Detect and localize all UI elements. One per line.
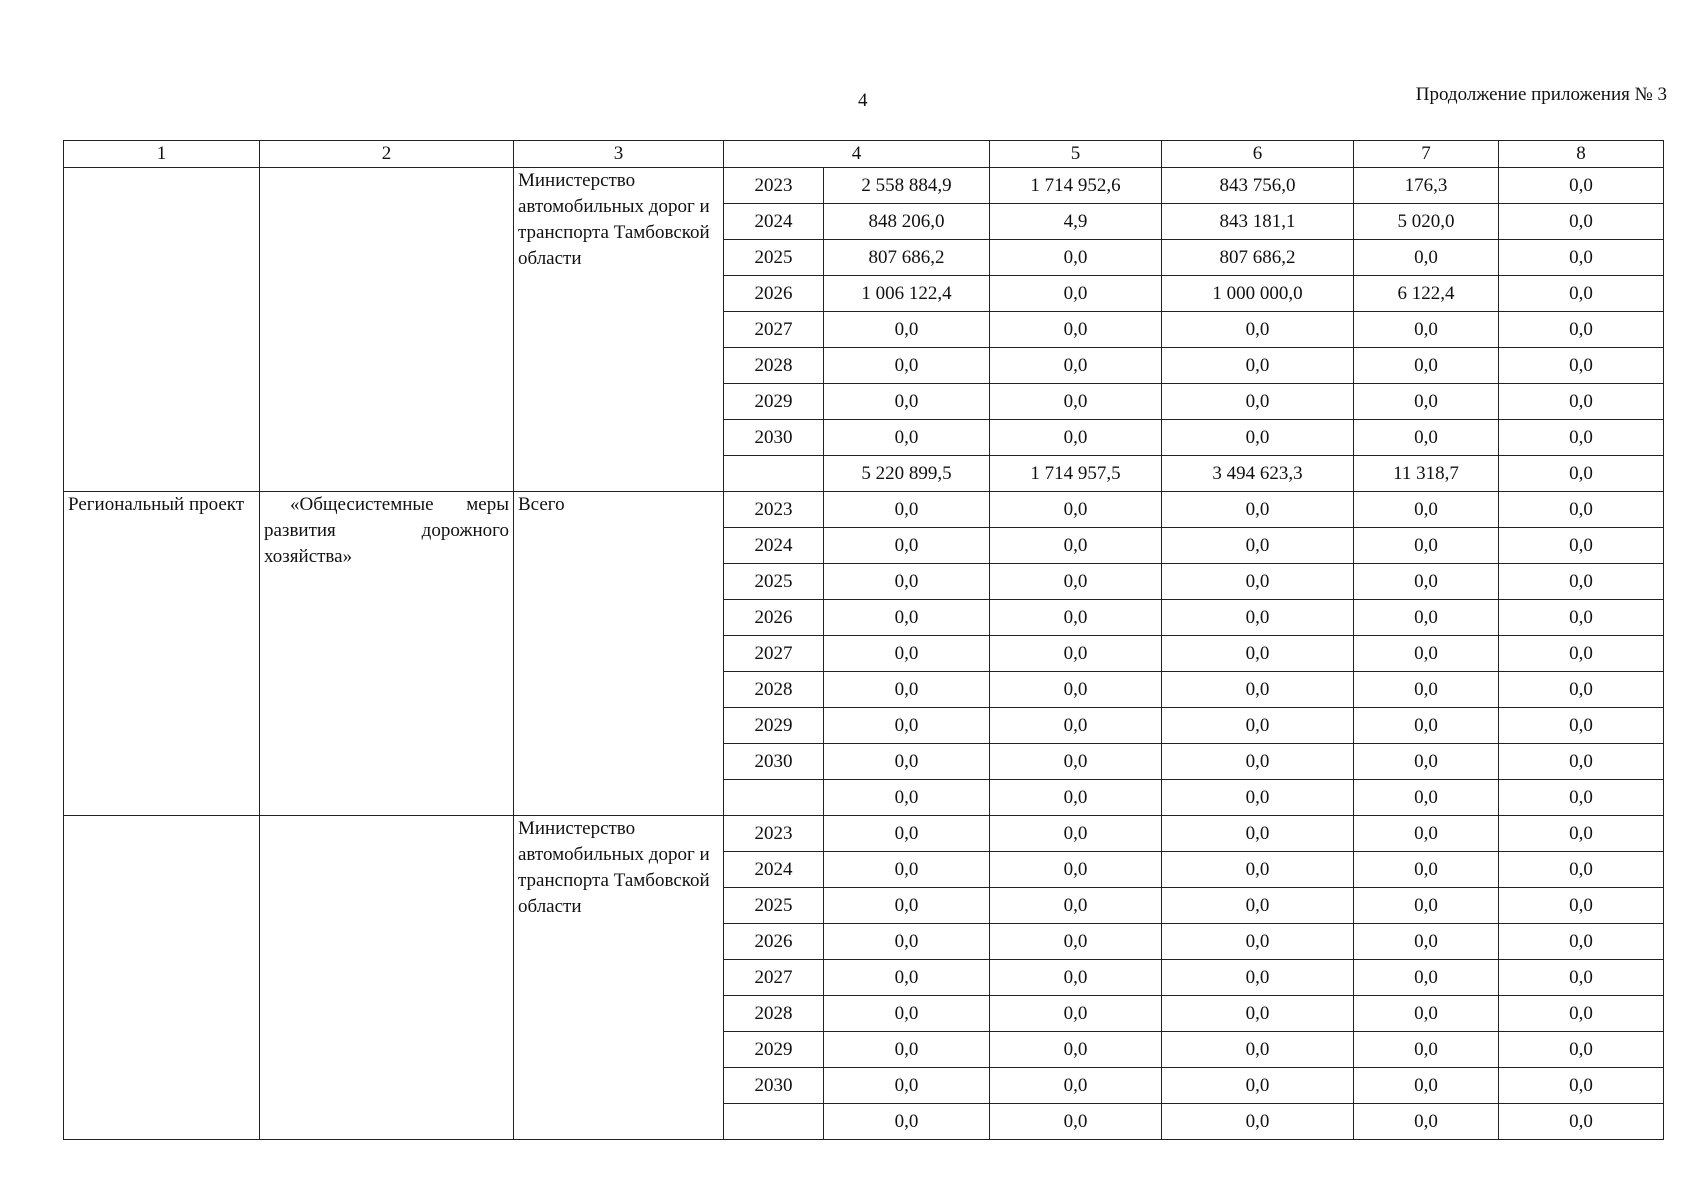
- column-number: 6: [1162, 141, 1354, 168]
- value-cell-v7: 0,0: [1354, 1068, 1499, 1104]
- value-cell-v4: 0,0: [824, 528, 990, 564]
- value-cell-v4: 0,0: [824, 1032, 990, 1068]
- value-cell-v8: 0,0: [1499, 456, 1664, 492]
- value-cell-v8: 0,0: [1499, 780, 1664, 816]
- value-cell-v7: 0,0: [1354, 780, 1499, 816]
- project-name-cell: [260, 816, 514, 1140]
- value-cell-v6: 0,0: [1162, 1068, 1354, 1104]
- year-cell: 2024: [724, 528, 824, 564]
- column-number: 7: [1354, 141, 1499, 168]
- value-cell-v6: 0,0: [1162, 924, 1354, 960]
- value-cell-v6: 0,0: [1162, 996, 1354, 1032]
- value-cell-v8: 0,0: [1499, 312, 1664, 348]
- value-cell-v8: 0,0: [1499, 384, 1664, 420]
- value-cell-v5: 0,0: [990, 312, 1162, 348]
- value-cell-v5: 0,0: [990, 384, 1162, 420]
- value-cell-v8: 0,0: [1499, 168, 1664, 204]
- value-cell-v4: 0,0: [824, 672, 990, 708]
- value-cell-v5: 0,0: [990, 744, 1162, 780]
- value-cell-v7: 0,0: [1354, 564, 1499, 600]
- value-cell-v4: 0,0: [824, 960, 990, 996]
- project-name-cell: [260, 168, 514, 492]
- value-cell-v8: 0,0: [1499, 240, 1664, 276]
- value-cell-v7: 5 020,0: [1354, 204, 1499, 240]
- value-cell-v7: 0,0: [1354, 852, 1499, 888]
- year-cell: 2026: [724, 276, 824, 312]
- value-cell-v6: 0,0: [1162, 420, 1354, 456]
- value-cell-v8: 0,0: [1499, 888, 1664, 924]
- year-cell: 2030: [724, 1068, 824, 1104]
- value-cell-v4: 0,0: [824, 816, 990, 852]
- table-row: [64, 168, 1664, 204]
- value-cell-v4: 0,0: [824, 600, 990, 636]
- value-cell-v4: 0,0: [824, 852, 990, 888]
- value-cell-v5: 0,0: [990, 708, 1162, 744]
- value-cell-v6: 0,0: [1162, 888, 1354, 924]
- column-number-row: [64, 141, 1664, 168]
- column-number: 4: [724, 141, 990, 168]
- value-cell-v4: 0,0: [824, 744, 990, 780]
- event-type-cell: [64, 816, 260, 1140]
- value-cell-v4: 0,0: [824, 924, 990, 960]
- value-cell-v7: 0,0: [1354, 528, 1499, 564]
- value-cell-v6: 843 756,0: [1162, 168, 1354, 204]
- value-cell-v4: 807 686,2: [824, 240, 990, 276]
- year-cell: 2025: [724, 240, 824, 276]
- value-cell-v8: 0,0: [1499, 960, 1664, 996]
- executor-cell: Министерство автомобильных дорог и транспорта Тамбовской области: [514, 816, 724, 1140]
- value-cell-v6: 0,0: [1162, 348, 1354, 384]
- value-cell-v4: 1 006 122,4: [824, 276, 990, 312]
- value-cell-v7: 11 318,7: [1354, 456, 1499, 492]
- executor-cell: Всего: [514, 492, 724, 816]
- value-cell-v7: 0,0: [1354, 600, 1499, 636]
- year-cell: [724, 456, 824, 492]
- year-cell: 2029: [724, 708, 824, 744]
- value-cell-v4: 0,0: [824, 888, 990, 924]
- value-cell-v5: 0,0: [990, 960, 1162, 996]
- value-cell-v6: 0,0: [1162, 708, 1354, 744]
- event-type-cell: [64, 168, 260, 492]
- value-cell-v5: 0,0: [990, 600, 1162, 636]
- table-row: [64, 816, 1664, 852]
- value-cell-v5: 0,0: [990, 672, 1162, 708]
- value-cell-v6: 807 686,2: [1162, 240, 1354, 276]
- value-cell-v4: 0,0: [824, 384, 990, 420]
- value-cell-v7: 0,0: [1354, 636, 1499, 672]
- column-number: 1: [64, 141, 260, 168]
- year-cell: 2027: [724, 636, 824, 672]
- column-number: 5: [990, 141, 1162, 168]
- year-cell: 2029: [724, 1032, 824, 1068]
- value-cell-v6: 0,0: [1162, 816, 1354, 852]
- value-cell-v5: 0,0: [990, 780, 1162, 816]
- event-type-cell: Региональный проект: [64, 492, 260, 816]
- year-cell: 2026: [724, 924, 824, 960]
- value-cell-v5: 0,0: [990, 492, 1162, 528]
- value-cell-v5: 0,0: [990, 852, 1162, 888]
- year-cell: 2028: [724, 672, 824, 708]
- value-cell-v8: 0,0: [1499, 816, 1664, 852]
- value-cell-v6: 843 181,1: [1162, 204, 1354, 240]
- value-cell-v8: 0,0: [1499, 204, 1664, 240]
- year-cell: 2024: [724, 204, 824, 240]
- year-cell: [724, 780, 824, 816]
- value-cell-v8: 0,0: [1499, 564, 1664, 600]
- value-cell-v6: 0,0: [1162, 744, 1354, 780]
- value-cell-v4: 848 206,0: [824, 204, 990, 240]
- value-cell-v7: 0,0: [1354, 492, 1499, 528]
- value-cell-v7: 0,0: [1354, 1032, 1499, 1068]
- value-cell-v7: 176,3: [1354, 168, 1499, 204]
- page-number: 4: [858, 90, 868, 111]
- value-cell-v5: 4,9: [990, 204, 1162, 240]
- value-cell-v7: 0,0: [1354, 924, 1499, 960]
- value-cell-v7: 0,0: [1354, 672, 1499, 708]
- value-cell-v4: 0,0: [824, 1068, 990, 1104]
- value-cell-v5: 1 714 952,6: [990, 168, 1162, 204]
- value-cell-v5: 0,0: [990, 924, 1162, 960]
- value-cell-v6: 0,0: [1162, 492, 1354, 528]
- value-cell-v4: 0,0: [824, 312, 990, 348]
- value-cell-v6: 0,0: [1162, 636, 1354, 672]
- value-cell-v8: 0,0: [1499, 996, 1664, 1032]
- year-cell: 2024: [724, 852, 824, 888]
- project-name-cell: «Общесистемные меры развития дорожного хозяйства»: [260, 492, 514, 816]
- value-cell-v7: 0,0: [1354, 744, 1499, 780]
- value-cell-v4: 0,0: [824, 996, 990, 1032]
- value-cell-v7: 6 122,4: [1354, 276, 1499, 312]
- value-cell-v7: 0,0: [1354, 816, 1499, 852]
- year-cell: 2029: [724, 384, 824, 420]
- value-cell-v4: 0,0: [824, 348, 990, 384]
- value-cell-v4: 0,0: [824, 780, 990, 816]
- value-cell-v6: 0,0: [1162, 1032, 1354, 1068]
- value-cell-v8: 0,0: [1499, 420, 1664, 456]
- value-cell-v5: 0,0: [990, 1068, 1162, 1104]
- value-cell-v5: 0,0: [990, 636, 1162, 672]
- value-cell-v6: 3 494 623,3: [1162, 456, 1354, 492]
- value-cell-v7: 0,0: [1354, 996, 1499, 1032]
- value-cell-v4: 0,0: [824, 1104, 990, 1140]
- value-cell-v6: 0,0: [1162, 960, 1354, 996]
- value-cell-v8: 0,0: [1499, 1068, 1664, 1104]
- value-cell-v4: 0,0: [824, 492, 990, 528]
- value-cell-v5: 0,0: [990, 564, 1162, 600]
- value-cell-v6: 0,0: [1162, 384, 1354, 420]
- value-cell-v6: 0,0: [1162, 672, 1354, 708]
- value-cell-v5: 0,0: [990, 1104, 1162, 1140]
- year-cell: 2027: [724, 312, 824, 348]
- year-cell: 2025: [724, 888, 824, 924]
- value-cell-v8: 0,0: [1499, 672, 1664, 708]
- value-cell-v8: 0,0: [1499, 600, 1664, 636]
- year-cell: 2028: [724, 996, 824, 1032]
- year-cell: 2023: [724, 168, 824, 204]
- column-number: 8: [1499, 141, 1664, 168]
- year-cell: [724, 1104, 824, 1140]
- column-number: 3: [514, 141, 724, 168]
- value-cell-v5: 0,0: [990, 420, 1162, 456]
- value-cell-v7: 0,0: [1354, 312, 1499, 348]
- value-cell-v5: 0,0: [990, 816, 1162, 852]
- value-cell-v8: 0,0: [1499, 1032, 1664, 1068]
- value-cell-v6: 1 000 000,0: [1162, 276, 1354, 312]
- value-cell-v7: 0,0: [1354, 384, 1499, 420]
- value-cell-v7: 0,0: [1354, 1104, 1499, 1140]
- funding-table: [63, 140, 1664, 1140]
- value-cell-v4: 2 558 884,9: [824, 168, 990, 204]
- year-cell: 2030: [724, 420, 824, 456]
- value-cell-v6: 0,0: [1162, 852, 1354, 888]
- value-cell-v5: 0,0: [990, 996, 1162, 1032]
- value-cell-v6: 0,0: [1162, 528, 1354, 564]
- value-cell-v4: 0,0: [824, 564, 990, 600]
- value-cell-v8: 0,0: [1499, 528, 1664, 564]
- value-cell-v8: 0,0: [1499, 492, 1664, 528]
- value-cell-v8: 0,0: [1499, 276, 1664, 312]
- year-cell: 2023: [724, 492, 824, 528]
- value-cell-v8: 0,0: [1499, 852, 1664, 888]
- year-cell: 2026: [724, 600, 824, 636]
- value-cell-v7: 0,0: [1354, 420, 1499, 456]
- year-cell: 2025: [724, 564, 824, 600]
- value-cell-v7: 0,0: [1354, 348, 1499, 384]
- value-cell-v5: 0,0: [990, 348, 1162, 384]
- value-cell-v7: 0,0: [1354, 960, 1499, 996]
- value-cell-v6: 0,0: [1162, 564, 1354, 600]
- year-cell: 2027: [724, 960, 824, 996]
- value-cell-v7: 0,0: [1354, 240, 1499, 276]
- value-cell-v4: 0,0: [824, 420, 990, 456]
- value-cell-v5: 0,0: [990, 528, 1162, 564]
- table-row: [64, 492, 1664, 528]
- value-cell-v5: 0,0: [990, 1032, 1162, 1068]
- value-cell-v4: 0,0: [824, 636, 990, 672]
- value-cell-v8: 0,0: [1499, 744, 1664, 780]
- value-cell-v5: 0,0: [990, 240, 1162, 276]
- value-cell-v8: 0,0: [1499, 636, 1664, 672]
- executor-cell: Министерство автомобильных дорог и транспорта Тамбовской области: [514, 168, 724, 492]
- value-cell-v5: 0,0: [990, 888, 1162, 924]
- value-cell-v6: 0,0: [1162, 312, 1354, 348]
- value-cell-v5: 1 714 957,5: [990, 456, 1162, 492]
- value-cell-v6: 0,0: [1162, 600, 1354, 636]
- year-cell: 2023: [724, 816, 824, 852]
- table-body: [64, 168, 1664, 1140]
- value-cell-v4: 5 220 899,5: [824, 456, 990, 492]
- value-cell-v7: 0,0: [1354, 888, 1499, 924]
- column-number: 2: [260, 141, 514, 168]
- year-cell: 2028: [724, 348, 824, 384]
- value-cell-v8: 0,0: [1499, 924, 1664, 960]
- continuation-note: Продолжение приложения № 3: [1415, 84, 1667, 105]
- value-cell-v4: 0,0: [824, 708, 990, 744]
- value-cell-v8: 0,0: [1499, 708, 1664, 744]
- year-cell: 2030: [724, 744, 824, 780]
- value-cell-v6: 0,0: [1162, 1104, 1354, 1140]
- value-cell-v8: 0,0: [1499, 1104, 1664, 1140]
- value-cell-v8: 0,0: [1499, 348, 1664, 384]
- value-cell-v6: 0,0: [1162, 780, 1354, 816]
- value-cell-v7: 0,0: [1354, 708, 1499, 744]
- value-cell-v5: 0,0: [990, 276, 1162, 312]
